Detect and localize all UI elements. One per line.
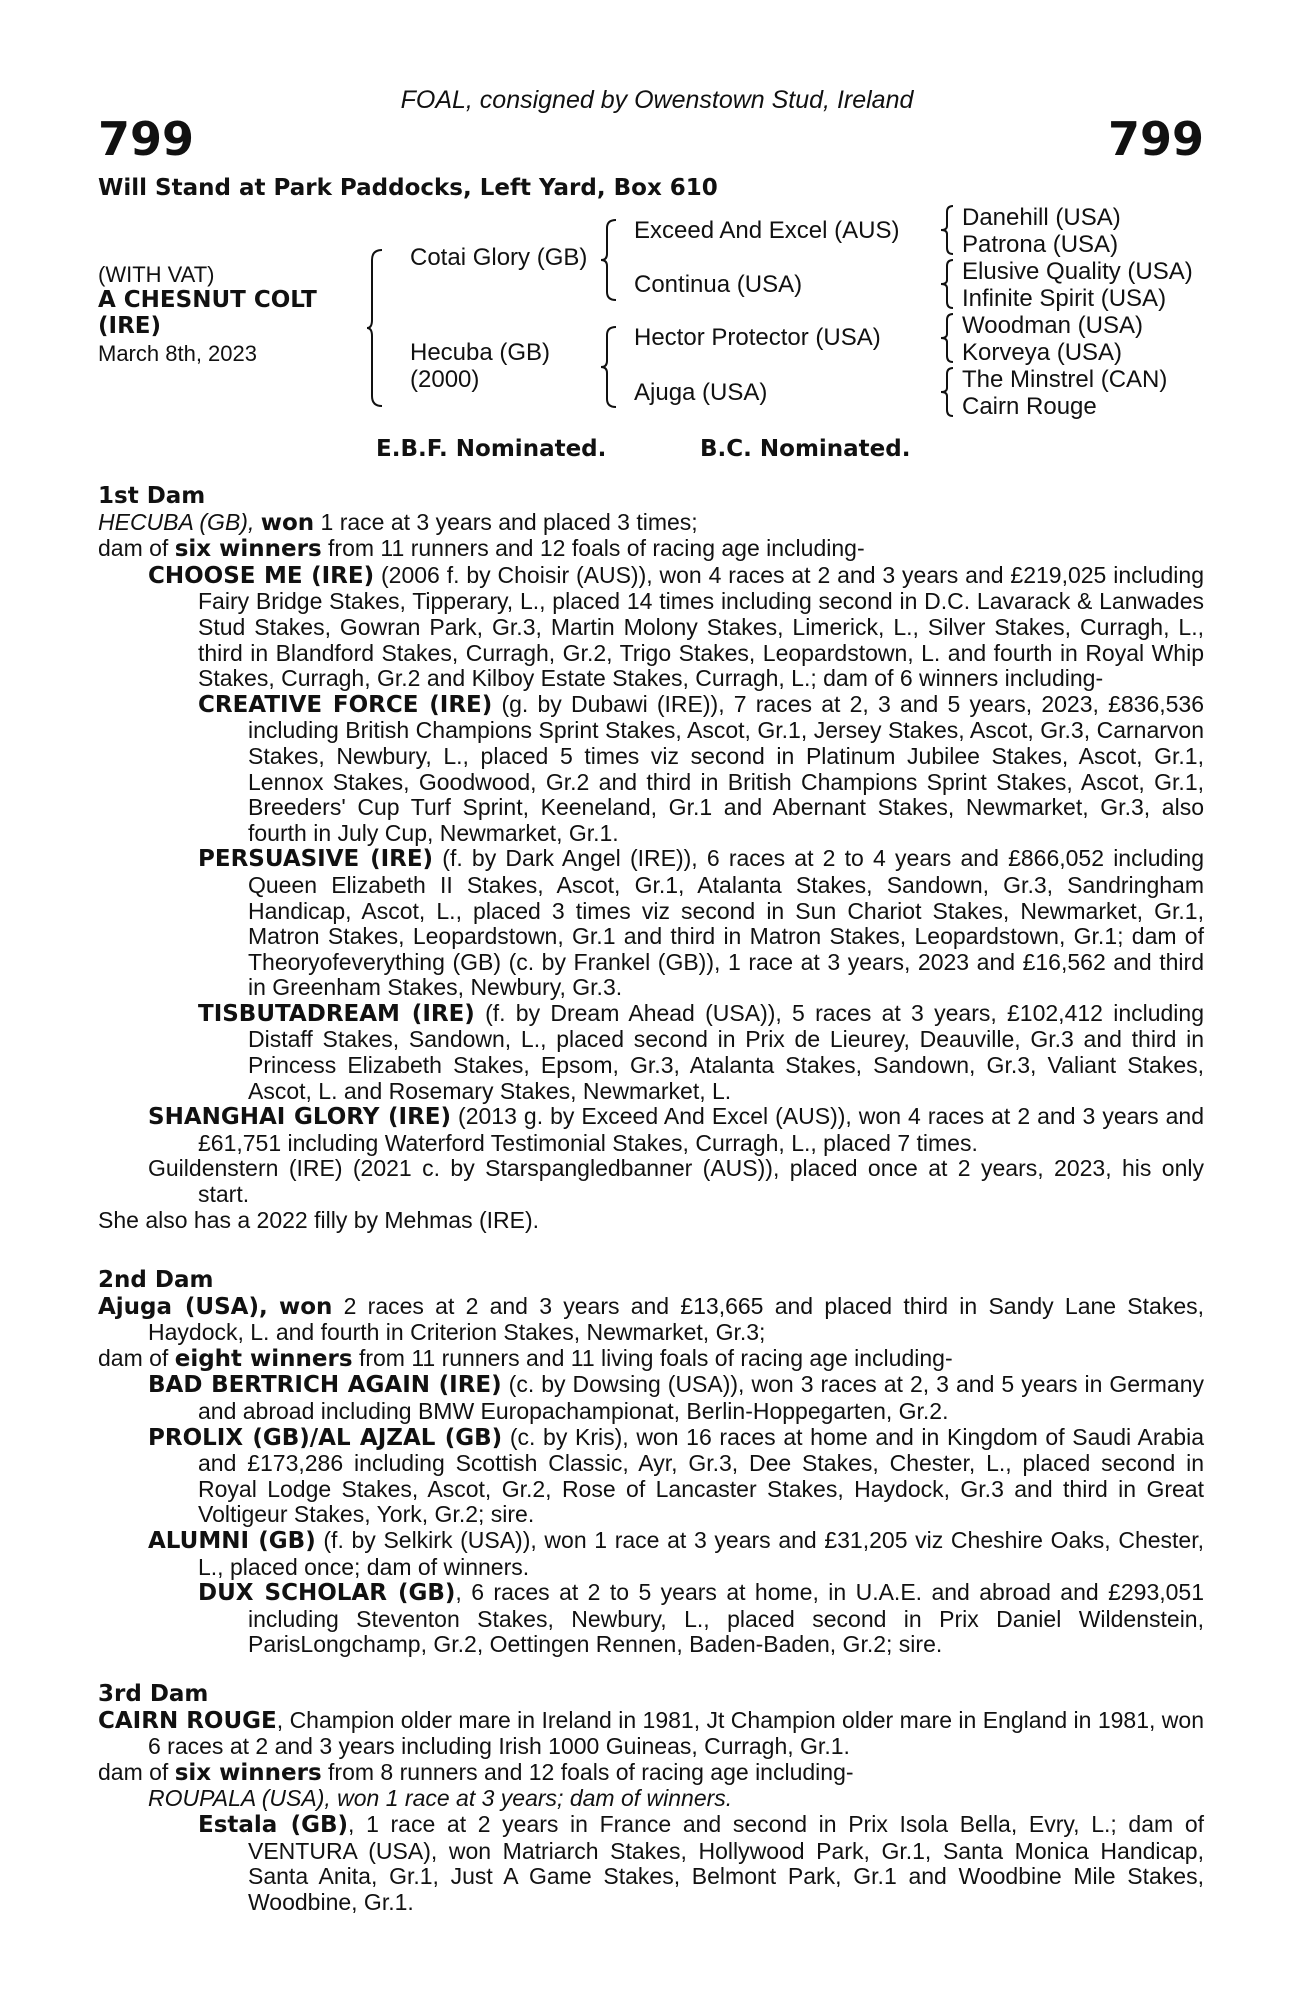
- first-dam-section: [98, 484, 1204, 1233]
- sire-name: Cotai Glory (GB): [410, 244, 588, 271]
- pedigree-bracket-g3-2: [940, 258, 956, 310]
- second-dam-record: Ajuga (USA), won 2 races at 2 and 3 years and £13,665 and placed third in Sandy Lane Stakes, Haydock, L. and fourth in Criterion Stakes, Newmarket, Gr.3;: [98, 1292, 1205, 1346]
- g3-korveya: Korveya (USA): [962, 339, 1123, 366]
- third-dam-produce: dam of six winners from 8 runners and 12 foals of racing age including-: [98, 1758, 854, 1786]
- g3-danehill: Danehill (USA): [962, 204, 1121, 231]
- lot-number-left: 799: [98, 112, 195, 166]
- pedigree-bracket-main: [366, 248, 386, 408]
- g3-elusive-quality: Elusive Quality (USA): [962, 258, 1193, 285]
- prolix-entry: PROLIX (GB)/AL AJZAL (GB) (c. by Kris), won 16 races at home and in Kingdom of Saudi Arabia and £173,286 including Scottish Classic, Ayr, Gr.3, Dee Stakes, Chester, L., placed second in Royal Lodge Stakes, Ascot, Gr.2, Rose of Lancaster Stakes, Haydock, Gr.3 and third in Great Voltigeur Stakes, York, Gr.2; sire.: [148, 1423, 1204, 1528]
- pedigree-bracket-g3-1: [940, 204, 956, 256]
- consignor-line: FOAL, consigned by Owenstown Stud, Ireland: [400, 86, 914, 114]
- second-dam-section: [98, 1268, 1204, 1658]
- pedigree-bracket-sire: [600, 218, 620, 302]
- alumni-entry: ALUMNI (GB) (f. by Selkirk (USA)), won 1 race at 3 years and £31,205 viz Cheshire Oaks, Chester, L., placed once; dam of winners.: [148, 1526, 1205, 1580]
- grandsire-maternal: Hector Protector (USA): [634, 324, 881, 351]
- bc-nomination: B.C. Nominated.: [700, 436, 911, 462]
- g3-the-minstrel: The Minstrel (CAN): [962, 366, 1168, 393]
- tisbutadream-entry: TISBUTADREAM (IRE) (f. by Dream Ahead (USA)), 5 races at 3 years, £102,412 including Distaff Stakes, Sandown, L., placed second in Prix de Lieurey, Deauville, Gr.3 and third in Princess Elizabeth Stakes, Epsom, Gr.3, Atalanta Stakes, Sandown, Gr.3, Valiant Stakes, Ascot, L. and Rosemary Stakes, Newmarket, L.: [198, 999, 1204, 1104]
- third-dam-record: CAIRN ROUGE, Champion older mare in Ireland in 1981, Jt Champion older mare in England in 1981, won 6 races at 2 and 3 years including Irish 1000 Guineas, Curragh, Gr.1.: [98, 1706, 1205, 1760]
- grandsire-paternal: Exceed And Excel (AUS): [634, 217, 900, 244]
- granddam-paternal: Continua (USA): [634, 271, 803, 298]
- dux-scholar-entry: DUX SCHOLAR (GB), 6 races at 2 to 5 years at home, in U.A.E. and abroad and £293,051 including Steventon Stakes, Newbury, L., placed second in Prix Daniel Wildenstein, ParisLongchamp, Gr.2, Oettingen Rennen, Baden-Baden, Gr.2; sire.: [198, 1579, 1204, 1658]
- persuasive-entry: PERSUASIVE (IRE) (f. by Dark Angel (IRE)), 6 races at 2 to 4 years and £866,052 including Queen Elizabeth II Stakes, Ascot, Gr.1, Atalanta Stakes, Sandown, Gr.3, Sandringham Handicap, Ascot, L., placed 3 times viz second in Sun Chariot Stakes, Newmarket, Gr.1, Matron Stakes, Leopardstown, Gr.1 and third in Matron Stakes, Leopardstown, Gr.1; dam of Theoryofeverything (GB) (c. by Frankel (GB)), 1 race at 3 years, 2023 and £16,562 and third in Greenham Stakes, Newbury, Gr.3.: [198, 845, 1204, 1001]
- g3-woodman: Woodman (USA): [962, 312, 1143, 339]
- dam-year: (2000): [410, 366, 480, 393]
- second-dam-produce: dam of eight winners from 11 runners and 11 living foals of racing age including-: [98, 1344, 953, 1372]
- third-dam-section: [98, 1682, 1204, 1915]
- g3-cairn-rouge: Cairn Rouge: [962, 393, 1097, 420]
- foaling-date: March 8th, 2023: [98, 341, 257, 366]
- second-dam-heading: 2nd Dam: [98, 1267, 214, 1293]
- ebf-nomination: E.B.F. Nominated.: [376, 436, 607, 462]
- third-dam-heading: 3rd Dam: [98, 1681, 209, 1707]
- lot-number-right: 799: [1107, 112, 1204, 166]
- guildenstern-entry: Guildenstern (IRE) (2021 c. by Starspangledbanner (AUS)), placed once at 2 years, 2023, his only start.: [148, 1155, 1204, 1208]
- pedigree-bracket-g3-4: [940, 366, 956, 418]
- first-dam-also: She also has a 2022 filly by Mehmas (IRE).: [98, 1206, 540, 1233]
- creative-force-entry: CREATIVE FORCE (IRE) (g. by Dubawi (IRE)), 7 races at 2, 3 and 5 years, 2023, £836,536 including British Champions Sprint Stakes, Ascot, Gr.1, Jersey Stakes, Ascot, Gr.3, Carnarvon Stakes, Newbury, L., placed 5 times viz second in Platinum Jubilee Stakes, Ascot, Gr.1, Lennox Stakes, Goodwood, Gr.2 and third in British Champions Sprint Stakes, Ascot, Gr.1, Breeders' Cup Turf Sprint, Keeneland, Gr.1 and Abernant Stakes, Newmarket, Gr.3, also fourth in July Cup, Newmarket, Gr.1.: [198, 690, 1204, 846]
- shanghai-glory-entry: SHANGHAI GLORY (IRE) (2013 g. by Exceed And Excel (AUS)), won 4 races at 2 and 3 years and £61,751 including Waterford Testimonial Stakes, Curragh, L., placed 7 times.: [148, 1103, 1204, 1156]
- horse-name-line2: (IRE): [98, 313, 162, 339]
- choose-me-entry: CHOOSE ME (IRE) (2006 f. by Choisir (AUS)), won 4 races at 2 and 3 years and £219,025 including Fairy Bridge Stakes, Tipperary, L., placed 14 times including second in D.C. Lavarack & Lanwades Stud Stakes, Gowran Park, Gr.3, Martin Molony Stakes, Limerick, L., Silver Stakes, Curragh, L., third in Blandford Stakes, Curragh, Gr.2, Trigo Stakes, Leopardstown, L. and fourth in Royal Whip Stakes, Curragh, Gr.2 and Kilboy Estate Stakes, Curragh, L.; dam of 6 winners including-: [148, 561, 1204, 692]
- dam-name: Hecuba (GB): [410, 339, 551, 366]
- g3-infinite-spirit: Infinite Spirit (USA): [962, 285, 1167, 312]
- first-dam-heading: 1st Dam: [98, 483, 206, 509]
- pedigree-bracket-dam: [600, 325, 620, 409]
- roupala-entry: ROUPALA (USA), won 1 race at 3 years; dam of winners.: [148, 1785, 733, 1812]
- first-dam-record: HECUBA (GB), won 1 race at 3 years and placed 3 times;: [98, 508, 698, 536]
- first-dam-produce: dam of six winners from 11 runners and 12 foals of racing age including-: [98, 535, 865, 563]
- stand-location: Will Stand at Park Paddocks, Left Yard, Box 610: [98, 175, 718, 201]
- estala-entry: Estala (GB), 1 race at 2 years in France and second in Prix Isola Bella, Evry, L.; dam of VENTURA (USA), won Matriarch Stakes, Hollywood Park, Gr.1, Santa Monica Handicap, Santa Anita, Gr.1, Just A Game Stakes, Belmont Park, Gr.1 and Woodbine Mile Stakes, Woodbine, Gr.1.: [198, 1810, 1205, 1915]
- bad-bertrich-entry: BAD BERTRICH AGAIN (IRE) (c. by Dowsing (USA)), won 3 races at 2, 3 and 5 years in Germany and abroad including BMW Europachampionat, Berlin-Hoppegarten, Gr.2.: [148, 1371, 1204, 1424]
- vat-label: (WITH VAT): [98, 262, 215, 287]
- granddam-maternal: Ajuga (USA): [634, 379, 768, 406]
- pedigree-bracket-g3-3: [940, 312, 956, 364]
- g3-patrona: Patrona (USA): [962, 231, 1119, 258]
- horse-name-line1: A CHESNUT COLT: [98, 287, 317, 313]
